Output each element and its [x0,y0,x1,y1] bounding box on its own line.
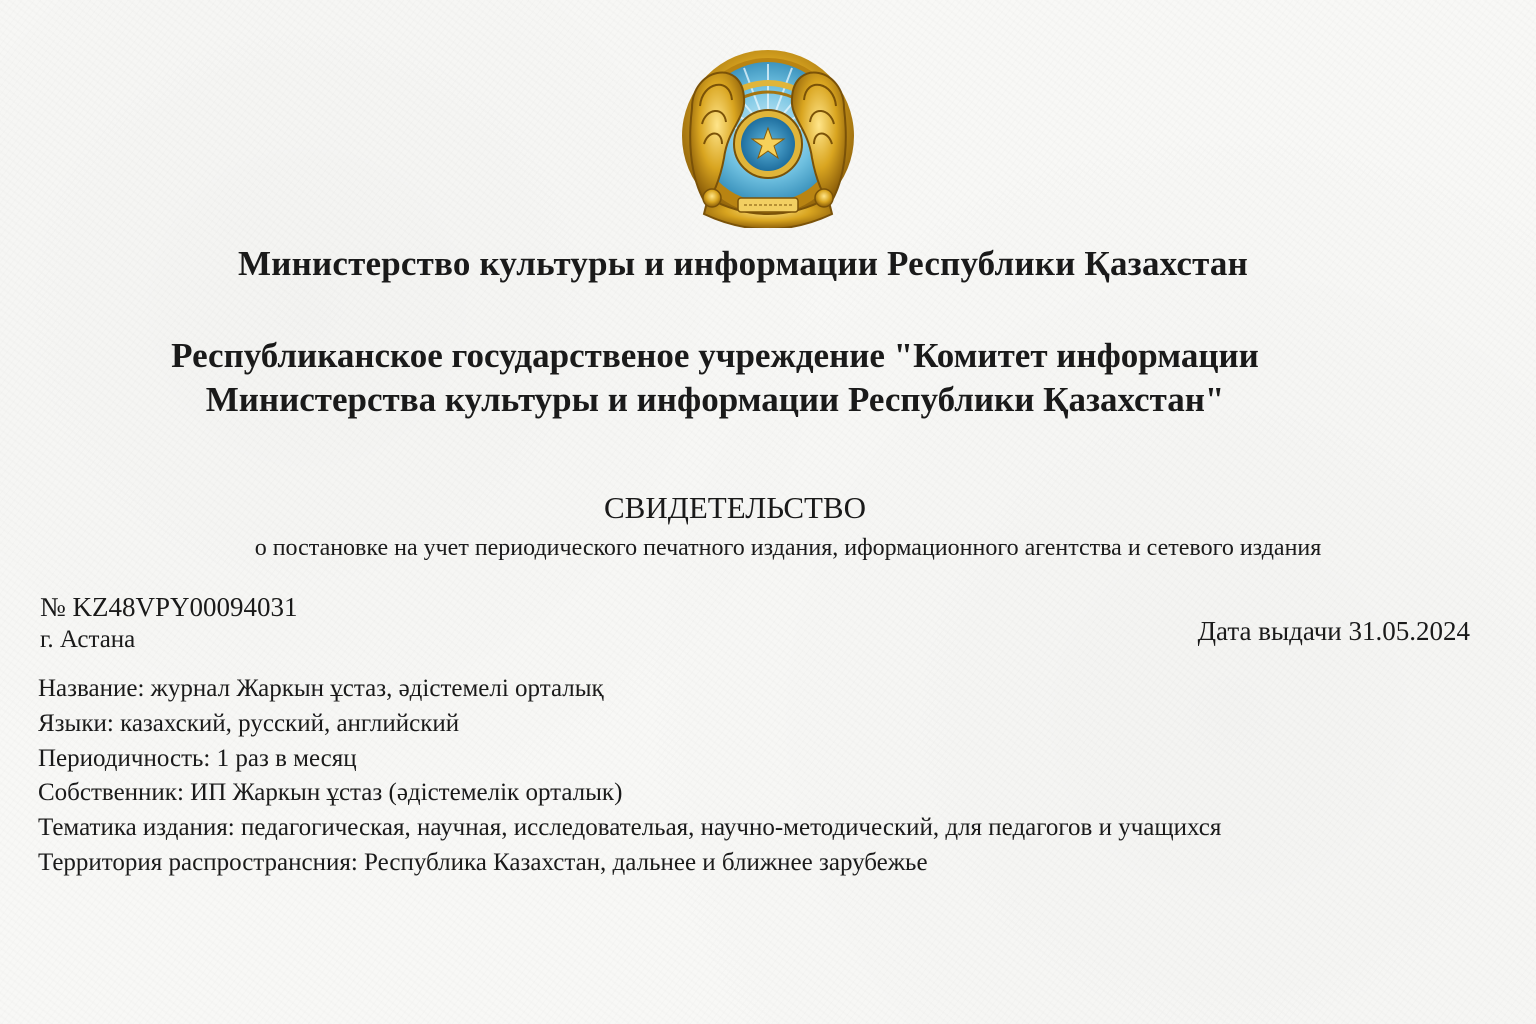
institution-heading: Республиканское государственое учреждение "Комитет информации Министерства культуры и информации Республики Қазахстан" [171,336,1259,419]
field-languages: Языки: казахский, русский, английский [38,709,460,737]
certificate-fields [38,672,1508,881]
registration-number: № KZ48VPY00094031 [40,592,298,622]
field-owner: Собственник: ИП Жаркын ұстаз (әдістемелік орталык) [38,779,623,807]
field-title: Название: журнал Жаркын ұстаз, әдістемелі орталық [38,675,604,702]
state-emblem [672,48,864,228]
field-territory: Территория распространсния: Республика Казахстан, дальнее и ближнее зарубежье [38,848,928,876]
kazakhstan-state-emblem-icon [672,48,864,228]
issue-city: г. Астана [40,626,136,653]
document-subtitle: о постановке на учет периодического печатного издания, иформационного агентства и сетевого издания [254,535,1322,561]
document-title: СВИДЕТЕЛЬСТВО [603,490,867,525]
ministry-heading: Министерство культуры и информации Республики Қазахстан [238,244,1248,283]
issue-date: Дата выдачи 31.05.2024 [1197,616,1470,646]
field-topics: Тематика издания: педагогическая, научная, исследовательая, научно-методический, для педагогов и учащихся [38,814,1222,842]
field-periodicity: Периодичность: 1 раз в месяц [38,744,357,772]
